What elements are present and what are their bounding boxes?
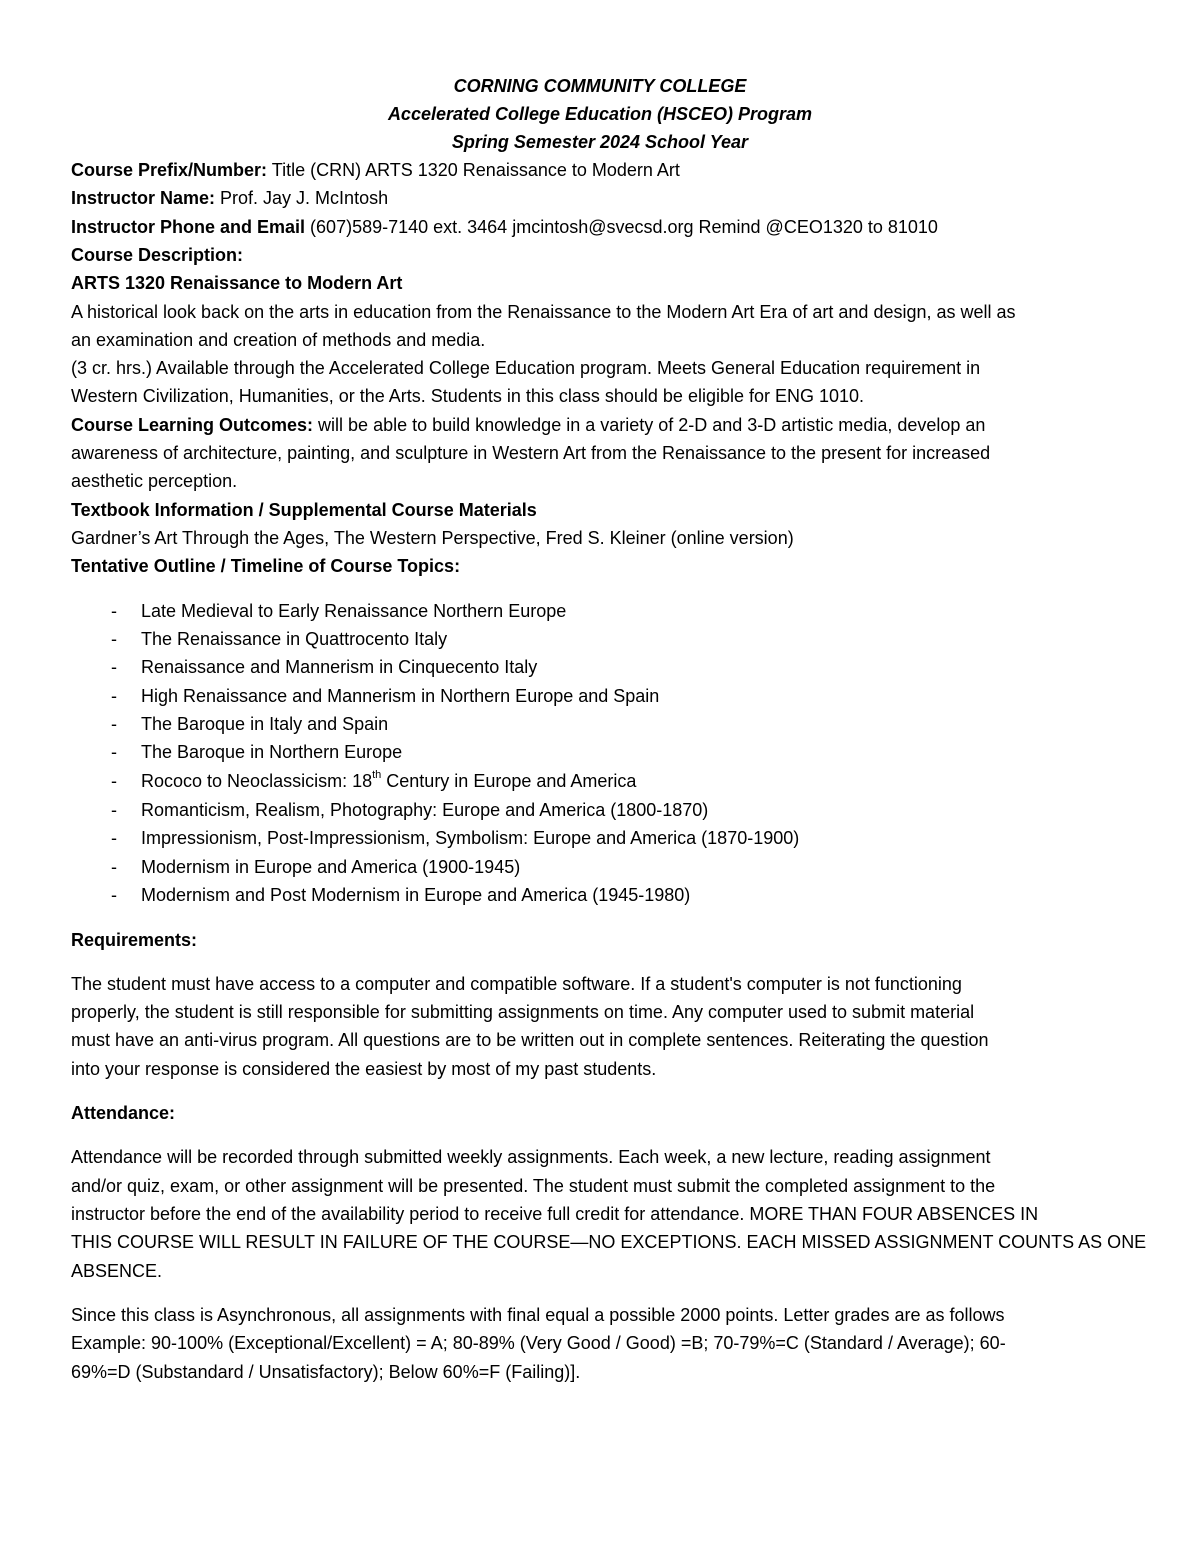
course-prefix-line [71, 160, 1131, 180]
topic-text: Romanticism, Realism, Photography: Europe and America (1800-1870) [141, 800, 709, 820]
bullet-dash: - [111, 800, 117, 820]
bullet-dash: - [111, 657, 117, 677]
credits-text-1: (3 cr. hrs.) Available through the Accelerated College Education program. Meets General Education requirement in [71, 358, 981, 378]
topic-text: The Renaissance in Quattrocento Italy [141, 629, 448, 649]
bullet-dash: - [111, 828, 117, 848]
attendance-text-4: THIS COURSE WILL RESULT IN FAILURE OF THE COURSE—NO EXCEPTIONS. EACH MISSED ASSIGNMENT COUNTS AS ONE [71, 1232, 1147, 1252]
attendance-text-1: Attendance will be recorded through submitted weekly assignments. Each week, a new lecture, reading assignment [71, 1147, 991, 1167]
attendance-text-2: and/or quiz, exam, or other assignment will be presented. The student must submit the completed assignment to the [71, 1176, 996, 1196]
attendance-label: Attendance: [71, 1103, 176, 1123]
requirements-text-1: The student must have access to a computer and compatible software. If a student's computer is not functioning [71, 974, 962, 994]
bullet-dash: - [111, 742, 117, 762]
semester-title: Spring Semester 2024 School Year [451, 132, 749, 152]
bullet-dash: - [111, 686, 117, 706]
grading-text-1: Since this class is Asynchronous, all assignments with final equal a possible 2000 points. Letter grades are as follows [71, 1305, 1005, 1325]
contact-line [71, 217, 1131, 237]
course-title: ARTS 1320 Renaissance to Modern Art [71, 273, 403, 293]
requirements-text-4: into your response is considered the easiest by most of my past students. [71, 1059, 657, 1079]
topic-text: The Baroque in Northern Europe [141, 742, 403, 762]
bullet-dash: - [111, 885, 117, 905]
contact-value: (607)589-7140 ext. 3464 jmcintosh@svecsd.org Remind @CEO1320 to 81010 [305, 217, 938, 237]
program-name: Accelerated College Education (HSCEO) Program [387, 104, 813, 124]
outcomes-line-1 [71, 415, 1131, 435]
attendance-text-3: instructor before the end of the availability period to receive full credit for attendance. MORE THAN FOUR ABSENCES IN [71, 1204, 1039, 1224]
textbook-value: Gardner’s Art Through the Ages, The Western Perspective, Fred S. Kleiner (online version) [71, 528, 794, 548]
description-text-1: A historical look back on the arts in education from the Renaissance to the Modern Art Era of art and design, as well as [71, 302, 1016, 322]
outcomes-text-2: awareness of architecture, painting, and sculpture in Western Art from the Renaissance to the present for increased [71, 443, 991, 463]
course-description-label: Course Description: [71, 245, 244, 265]
outline-label: Tentative Outline / Timeline of Course Topics: [71, 556, 461, 576]
topic-text: Late Medieval to Early Renaissance Northern Europe [141, 601, 567, 621]
topic-item [111, 601, 566, 621]
attendance-text-5: ABSENCE. [71, 1261, 163, 1281]
topic-text: Renaissance and Mannerism in Cinquecento Italy [141, 657, 538, 677]
topic-text: Modernism in Europe and America (1900-1945) [141, 857, 521, 877]
topic-item [111, 657, 537, 677]
grading-text-3: 69%=D (Substandard / Unsatisfactory); Below 60%=F (Failing)]. [71, 1362, 581, 1382]
instructor-value: Prof. Jay J. McIntosh [215, 188, 389, 208]
topic-item [111, 885, 690, 905]
topic-text: High Renaissance and Mannerism in Northern Europe and Spain [141, 686, 660, 706]
requirements-text-3: must have an anti-virus program. All questions are to be written out in complete sentences. Reiterating the question [71, 1030, 989, 1050]
course-prefix-label: Course Prefix/Number: [71, 160, 268, 180]
topic-item [111, 714, 388, 734]
topic-item [111, 742, 402, 762]
topic-item [111, 828, 799, 848]
topic-item [111, 857, 520, 877]
topic-item [111, 771, 636, 791]
textbook-label: Textbook Information / Supplemental Course Materials [71, 500, 537, 520]
topic-text: Modernism and Post Modernism in Europe and America (1945-1980) [141, 885, 691, 905]
bullet-dash: - [111, 714, 117, 734]
topic-text: Impressionism, Post-Impressionism, Symbolism: Europe and America (1870-1900) [141, 828, 800, 848]
course-prefix-value: Title (CRN) ARTS 1320 Renaissance to Modern Art [267, 160, 680, 180]
topic-text: The Baroque in Italy and Spain [141, 714, 389, 734]
instructor-line [71, 188, 1131, 208]
bullet-dash: - [111, 771, 117, 791]
bullet-dash: - [111, 857, 117, 877]
grading-text-2: Example: 90-100% (Exceptional/Excellent) = A; 80-89% (Very Good / Good) =B; 70-79%=C (Standard / Average); 60- [71, 1333, 1006, 1353]
requirements-label: Requirements: [71, 930, 198, 950]
topic-item [111, 686, 659, 706]
bullet-dash: - [111, 629, 117, 649]
bullet-dash: - [111, 601, 117, 621]
credits-text-2: Western Civilization, Humanities, or the Arts. Students in this class should be eligible for ENG 1010. [71, 386, 865, 406]
college-name: CORNING COMMUNITY COLLEGE [453, 76, 747, 96]
requirements-text-2: properly, the student is still responsible for submitting assignments on time. Any computer used to submit material [71, 1002, 975, 1022]
instructor-label: Instructor Name: [71, 188, 216, 208]
topic-item [111, 629, 447, 649]
topic-text: Century in Europe and America [381, 771, 637, 791]
outcomes-label: Course Learning Outcomes: [71, 415, 314, 435]
outcomes-text-1: will be able to build knowledge in a variety of 2-D and 3-D artistic media, develop an [313, 415, 986, 435]
ordinal-superscript: th [372, 769, 382, 781]
topic-item [111, 800, 708, 820]
outcomes-text-3: aesthetic perception. [71, 471, 238, 491]
description-text-2: an examination and creation of methods and media. [71, 330, 486, 350]
topic-text: Rococo to Neoclassicism: 18 [141, 771, 373, 791]
contact-label: Instructor Phone and Email [71, 217, 306, 237]
